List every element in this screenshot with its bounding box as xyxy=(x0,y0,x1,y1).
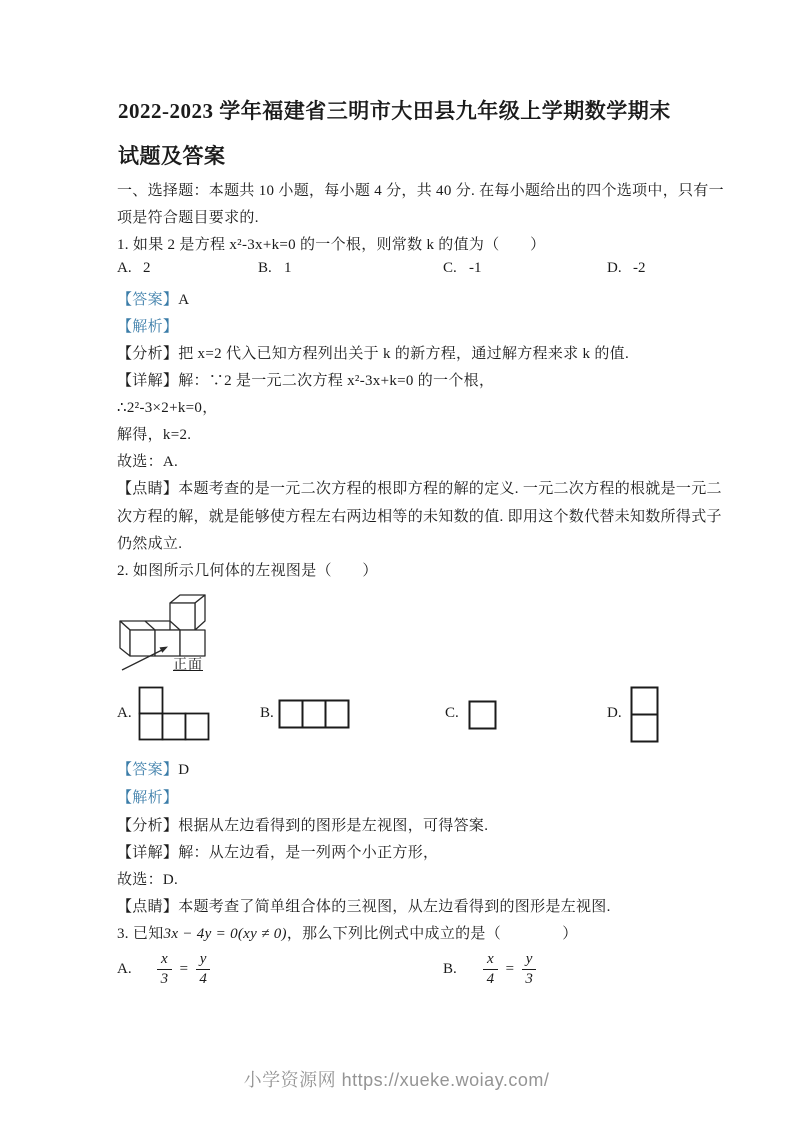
q2-option-b-label: B. xyxy=(260,705,274,721)
q2-choose-line: 故选：D. xyxy=(117,872,179,888)
q1-dianjing-line1: 【点睛】本题考查的是一元二次方程的根即方程的解的定义. 一元二次方程的根就是一元二 xyxy=(117,481,722,497)
answer-marker: 【答案】 xyxy=(117,762,179,778)
footer-link[interactable]: 小学资源网 https://xueke.woiay.com/ xyxy=(243,1070,550,1090)
q1-options-row xyxy=(117,260,737,282)
q2-option-d-image xyxy=(630,686,659,744)
q2-option-c-label: C. xyxy=(445,705,459,721)
fraction: $\frac{y}{4}$ xyxy=(196,951,211,989)
doc-title-line1: 2022-2023 学年福建省三明市大田县九年级上学期数学期末 xyxy=(118,99,671,123)
q1-option-b-label: B. xyxy=(258,260,272,276)
q1-answer-value: A xyxy=(178,292,190,308)
doc-title-line2: 试题及答案 xyxy=(118,144,226,168)
q1-option-c xyxy=(443,260,482,277)
q3-option-a-label: A. xyxy=(117,961,132,978)
q1-option-d-value: -2 xyxy=(633,260,646,276)
q1-option-c-value: -1 xyxy=(469,260,482,276)
question-1-stem: 1. 如果 2 是方程 x²-3x+k=0 的一个根，则常数 k 的值为（ ） xyxy=(117,237,546,253)
q1-fenxi-line: 【分析】把 x=2 代入已知方程列出关于 k 的新方程，通过解方程来求 k 的值. xyxy=(117,346,630,362)
question-2-stem: 2. 如图所示几何体的左视图是（ ） xyxy=(117,563,378,579)
q1-dianjing-line2: 次方程的解，就是能够使方程左右两边相等的未知数的值. 即用这个数代替未知数所得式子 xyxy=(117,509,722,525)
equals-sign: = xyxy=(178,961,189,978)
q2-option-d-label: D. xyxy=(607,705,622,721)
q2-option-b-image xyxy=(278,699,350,730)
section-intro-line1: 一、选择题：本题共 10 小题，每小题 4 分，共 40 分. 在每小题给出的四个选项中，只有一 xyxy=(117,183,724,199)
q3-stem-math: 3x − 4y = 0(xy ≠ 0) xyxy=(163,926,287,942)
jiexi-marker: 【解析】 xyxy=(117,790,179,806)
q1-option-a-label: A. xyxy=(117,260,132,276)
q1-option-b xyxy=(258,260,292,277)
q2-xiangjie-line: 【详解】解：从左边看，是一列两个小正方形， xyxy=(117,845,439,861)
q1-option-c-label: C. xyxy=(443,260,457,276)
q1-option-a-value: 2 xyxy=(143,260,151,276)
q2-dianjing-line: 【点睛】本题考查了简单组合体的三视图，从左边看得到的图形是左视图. xyxy=(117,899,611,915)
q1-step1-line: ∴2²-3×2+k=0， xyxy=(117,400,218,416)
q1-choose-line: 故选：A. xyxy=(117,454,179,470)
q2-option-a-label: A. xyxy=(117,705,132,721)
footer-watermark xyxy=(0,1066,793,1092)
question-3-stem xyxy=(117,922,578,943)
q3-stem-prefix: 3. 已知 xyxy=(117,926,164,942)
q1-option-d xyxy=(607,260,646,277)
q2-option-c-image xyxy=(468,700,497,730)
q1-option-a xyxy=(117,260,151,277)
q1-answer-line xyxy=(117,288,189,309)
q3-stem-suffix: ，那么下列比例式中成立的是（ ） xyxy=(286,926,578,942)
q3-option-a xyxy=(117,951,210,989)
q1-xiangjie-line: 【详解】解：∵2 是一元二次方程 x²-3x+k=0 的一个根， xyxy=(117,373,495,389)
fraction: $\frac{x}{4}$ xyxy=(483,951,498,989)
q1-dianjing-line3: 仍然成立. xyxy=(117,536,183,552)
q1-step2-line: 解得，k=2. xyxy=(117,427,192,443)
fraction: $\frac{x}{3}$ xyxy=(157,951,172,989)
front-face-label: 正面 xyxy=(173,658,203,673)
q1-option-d-label: D. xyxy=(607,260,622,276)
q3-option-b-label: B. xyxy=(443,961,457,978)
fraction: $\frac{y}{3}$ xyxy=(522,951,537,989)
section-intro-line2: 项是符合题目要求的. xyxy=(117,210,259,226)
q1-jiexi-line xyxy=(117,315,178,336)
answer-marker: 【答案】 xyxy=(117,292,179,308)
q2-answer-value: D xyxy=(178,762,190,778)
q2-fenxi-line: 【分析】根据从左边看得到的图形是左视图，可得答案. xyxy=(117,818,489,834)
q1-option-b-value: 1 xyxy=(284,260,292,276)
q2-option-a-image xyxy=(138,686,210,742)
q2-answer-line xyxy=(117,758,189,779)
equals-sign: = xyxy=(504,961,515,978)
q3-option-b xyxy=(443,951,536,989)
jiexi-marker: 【解析】 xyxy=(117,319,179,335)
q2-jiexi-line xyxy=(117,786,178,807)
